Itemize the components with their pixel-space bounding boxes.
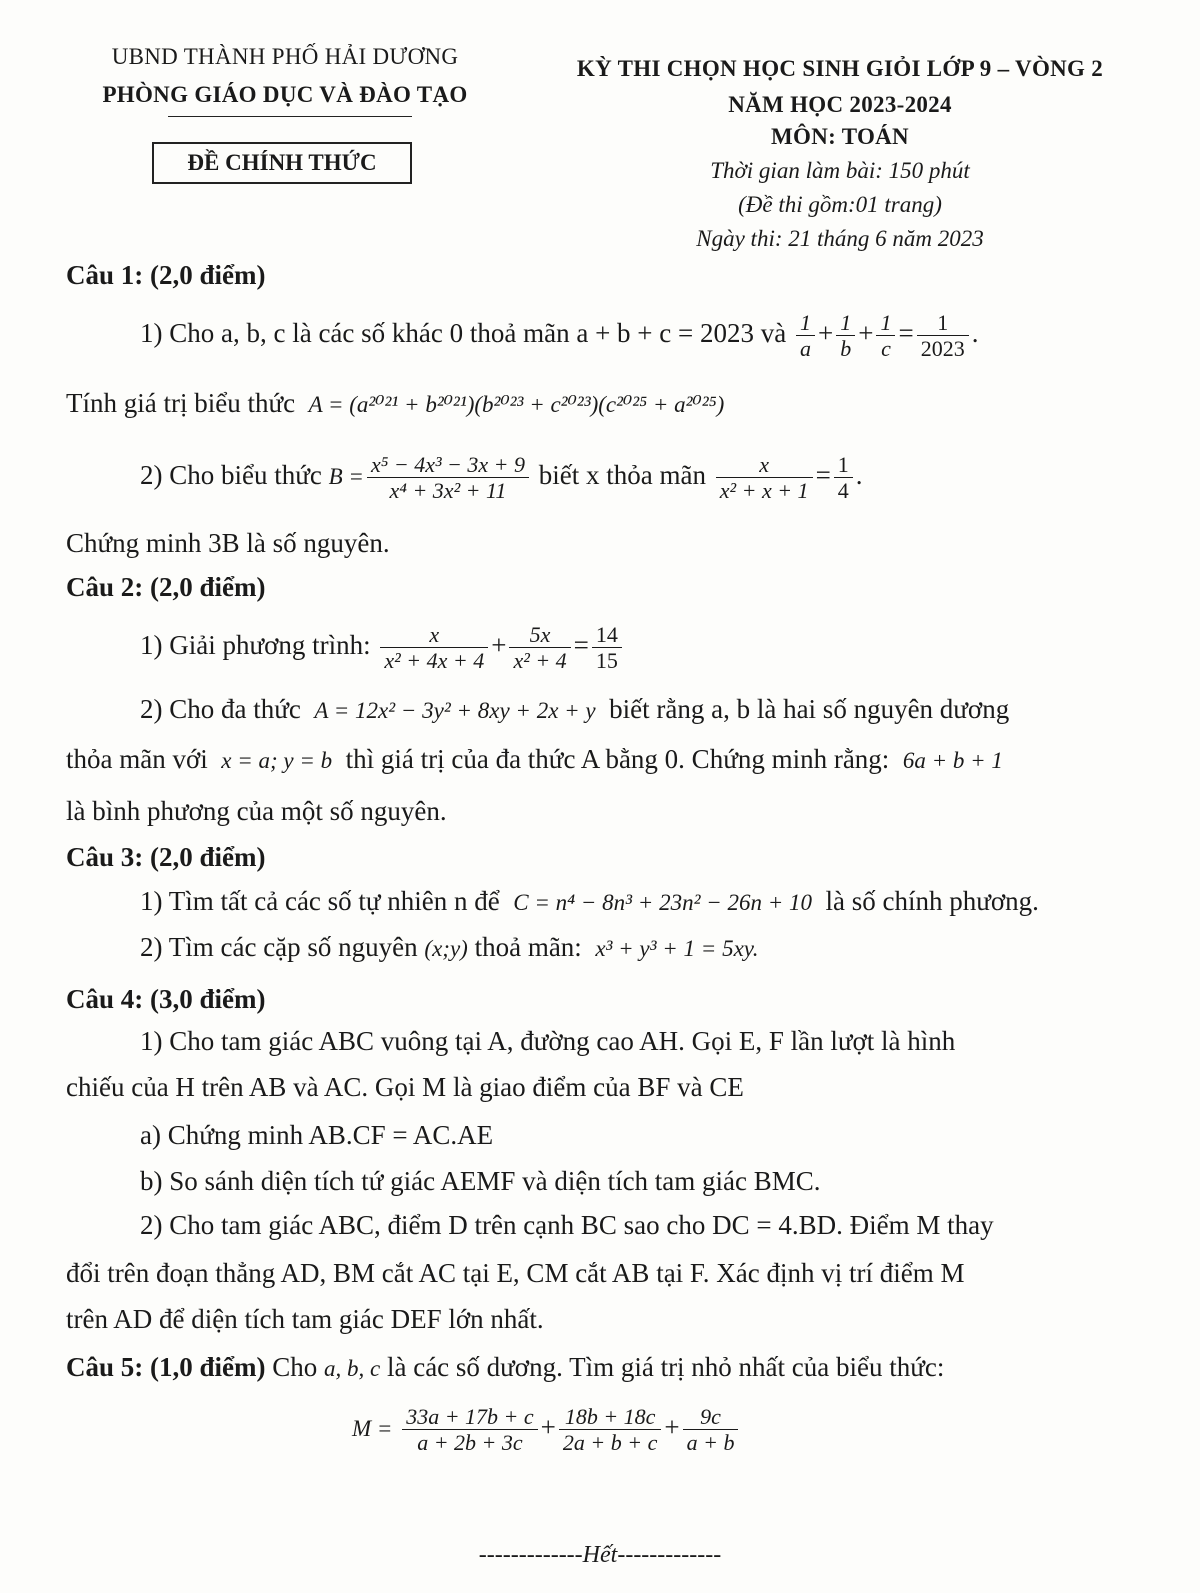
q3-equation: x³ + y³ + 1 = 5xy.: [595, 936, 759, 961]
q1-frac-1b: $\frac{1}{b}$: [836, 310, 855, 362]
q2-fraction-1: $\frac{x}{\text{x² + 4x + 4}}$: [380, 622, 488, 674]
q2-fraction-rhs: $\frac{14}{15}$: [592, 622, 622, 674]
q5-fraction-2: $\frac{18b + 18c}{2a + b + c}$: [559, 1404, 661, 1456]
question-2-title: Câu 2: (2,0 điểm): [66, 572, 266, 602]
q5-fraction-3: $\frac{9c}{a + b}$: [683, 1404, 739, 1456]
q2-part1: 1) Giải phương trình: $\frac{x}{\text{x² + 4x + 4}}$ + $\frac{5x}{\text{x² + 4}}$ = $\frac{14}{15}$: [140, 622, 625, 674]
page-count: (Đề thi gồm:01 trang): [738, 192, 942, 217]
question-1-title: Câu 1: (2,0 điểm): [66, 260, 266, 290]
q3-part2: 2) Tìm các cặp số nguyên (x;y) thoả mãn: x³ + y³ + 1 = 5xy.: [140, 932, 759, 962]
q1-condition-fraction: $\frac{x}{\text{x² + x + 1}}$: [716, 452, 813, 504]
q2-square-expression: 6a + b + 1: [902, 748, 1003, 773]
q4-part1-a: a) Chứng minh AB.CF = AC.AE: [140, 1120, 494, 1150]
q1-fraction-B: $\frac{\text{x⁵ − 4x³ − 3x + 9}}{\text{x⁴ + 3x² + 11}}$: [367, 452, 529, 504]
q1-frac-2023: $\frac{1}{2023}$: [917, 310, 969, 362]
q4-part1-line1: 1) Cho tam giác ABC vuông tại A, đường cao AH. Gọi E, F lần lượt là hình: [140, 1026, 956, 1056]
issuer-underline: [168, 116, 412, 117]
issuer-line1: UBND THÀNH PHỐ HẢI DƯƠNG: [111, 44, 459, 69]
q5-fraction-1: $\frac{33a + 17b + c}{a + 2b + 3c}$: [402, 1404, 537, 1456]
q2-polynomial: A = 12x² − 3y² + 8xy + 2x + y: [314, 698, 596, 723]
school-year: NĂM HỌC 2023-2024: [728, 92, 952, 117]
q4-part2-line2: đổi trên đoạn thẳng AD, BM cắt AC tại E, CM cắt AB tại F. Xác định vị trí điểm M: [66, 1258, 965, 1288]
question-5: Câu 5: (1,0 điểm) Cho a, b, c là các số dương. Tìm giá trị nhỏ nhất của biểu thức:: [66, 1352, 945, 1382]
q3-part1: 1) Tìm tất cả các số tự nhiên n để C = n⁴ − 8n³ + 23n² − 26n + 10 là số chính phương.: [140, 886, 1039, 916]
q4-part2-line3: trên AD để diện tích tam giác DEF lớn nhất.: [66, 1304, 544, 1334]
q1-part2-line2: Chứng minh 3B là số nguyên.: [66, 528, 390, 558]
q1-frac-1c: $\frac{1}{c}$: [876, 310, 895, 362]
q2-part2-line2: thỏa mãn với x = a; y = b thì giá trị của đa thức A bằng 0. Chứng minh rằng: 6a + b + 1: [66, 744, 1003, 774]
q1-condition-rhs: $\frac{1}{4}$: [834, 452, 853, 504]
q1-part1-text: 1) Cho a, b, c là các số khác 0 thoả mãn a + b + c = 2023 và: [140, 318, 787, 348]
q2-part2-line1: 2) Cho đa thức A = 12x² − 3y² + 8xy + 2x + y biết rằng a, b là hai số nguyên dương: [140, 694, 1010, 724]
question-4-title: Câu 4: (3,0 điểm): [66, 984, 266, 1014]
issuer-line2: PHÒNG GIÁO DỤC VÀ ĐÀO TẠO: [102, 82, 468, 107]
q3-expression-C: C = n⁴ − 8n³ + 23n² − 26n + 10: [513, 890, 813, 915]
q2-fraction-2: $\frac{5x}{\text{x² + 4}}$: [509, 622, 570, 674]
q2-part2-line3: là bình phương của một số nguyên.: [66, 796, 447, 826]
official-exam-badge: ĐỀ CHÍNH THỨC: [152, 142, 412, 184]
q5-expression-M: M = $\frac{33a + 17b + c}{a + 2b + 3c}$ + $\frac{18b + 18c}{2a + b + c}$ + $\frac{9c}{a + b}$: [352, 1404, 741, 1456]
question-3-title: Câu 3: (2,0 điểm): [66, 842, 266, 872]
q1-part2: 2) Cho biểu thức B = $\frac{\text{x⁵ − 4x³ − 3x + 9}}{\text{x⁴ + 3x² + 11}}$ biết x thỏa mãn $\frac{x}{\text{x² + x + 1}}$ = $\frac{1}{4}$ .: [140, 452, 863, 504]
q1-part1: 1) Cho a, b, c là các số khác 0 thoả mãn a + b + c = 2023 và $\frac{1}{a}$ + $\frac{1}{b}$ + $\frac{1}{c}$ = $\frac{1}{2023}$ .: [140, 310, 979, 362]
q1-frac-1a: $\frac{1}{a}$: [796, 310, 815, 362]
q4-part2-line1: 2) Cho tam giác ABC, điểm D trên cạnh BC sao cho DC = 4.BD. Điểm M thay: [140, 1210, 994, 1240]
exam-title: KỲ THI CHỌN HỌC SINH GIỎI LỚP 9 – VÒNG 2: [576, 56, 1104, 81]
q1-part1-line2: Tính giá trị biểu thức A = (a²⁰²¹ + b²⁰²¹)(b²⁰²³ + c²⁰²³)(c²⁰²⁵ + a²⁰²⁵): [66, 388, 725, 418]
question-5-title: Câu 5: (1,0 điểm): [66, 1352, 266, 1382]
q4-part1-line2: chiếu của H trên AB và AC. Gọi M là giao điểm của BF và CE: [66, 1072, 744, 1102]
time-limit: Thời gian làm bài: 150 phút: [710, 158, 970, 183]
subject: MÔN: TOÁN: [771, 124, 909, 149]
end-marker: -------------Hết-------------: [478, 1542, 722, 1568]
q1-expression-A: A = (a²⁰²¹ + b²⁰²¹)(b²⁰²³ + c²⁰²³)(c²⁰²⁵ + a²⁰²⁵): [308, 392, 725, 417]
exam-date: Ngày thi: 21 tháng 6 năm 2023: [696, 226, 984, 251]
q4-part1-b: b) So sánh diện tích tứ giác AEMF và diện tích tam giác BMC.: [140, 1166, 821, 1196]
